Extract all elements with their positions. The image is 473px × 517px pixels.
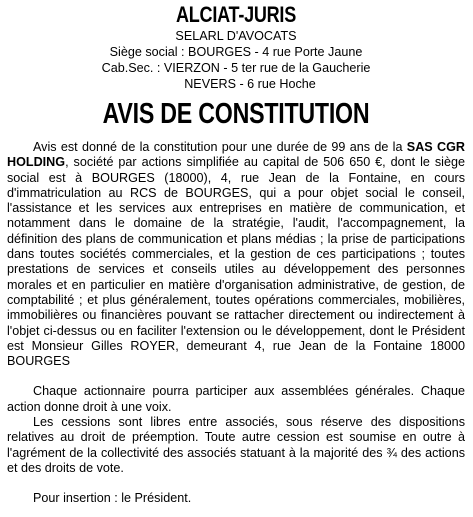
notice-title: AVIS DE CONSTITUTION [102,98,370,130]
notice-signature: Pour insertion : le Président. [33,491,192,506]
notice-paragraph-voting: Chaque actionnaire pourra participer aux assemblées générales. Chaque action donne droit à une voix. [7,384,465,414]
firm-info [7,28,465,92]
notice-body-text: , société par actions simplifiée au capital de 506 650 €, dont le siège social est à BOURGES (18000), 4, rue Jean de la Fontaine, en cours d'immatriculation au RCS de BOURGES, qui a pour objet social le conseil, l'assistance et les services aux entreprises en matière de communication, et notamment dans le domaine de la stratégie, l'audit, l'accompagnement, la définition des plans de communication et plans médias ; la prise de participations dans toutes sociétés commerciales, et la gestion de ces participations ; toutes prestations de services et conseils utiles au développement des personnes morales et en particulier en matière d'organisation administrative, de gestion, de comptabilité ; et plus généralement, toutes opérations commerciales, mobilières, immobilières ou financières pouvant se rattacher directement ou indirectement à l'objet ci-dessus ou en faciliter l'extension ou le développement, dont le Président est Monsieur Gilles ROYER, demeurant 4, rue Jean de la Fontaine 18000 BOURGES [7,155,465,369]
notice-paragraph-constitution [7,140,465,369]
notice-paragraph-transfers: Les cessions sont libres entre associés, sous réserve des dispositions relatives au droit de préemption. Toute autre cession est soumise en outre à l'agrément de la collectivité des associés statuant à la majorité des ¾ des actions et des droits de vote. [7,415,465,475]
firm-nevers-office: NEVERS - 6 rue Hoche [184,77,316,91]
company-name: SAS CGR HOLDING [7,140,465,170]
notice-intro-text: Avis est donné de la constitution pour une durée de 99 ans de la [33,140,407,154]
firm-name: ALCIAT-JURIS [175,2,297,27]
firm-legal-form: SELARL D'AVOCATS [175,29,297,43]
firm-head-office: Siège social : BOURGES - 4 rue Porte Jaune [109,45,363,59]
firm-secondary-office: Cab.Sec. : VIERZON - 5 ter rue de la Gaucherie [101,61,371,75]
